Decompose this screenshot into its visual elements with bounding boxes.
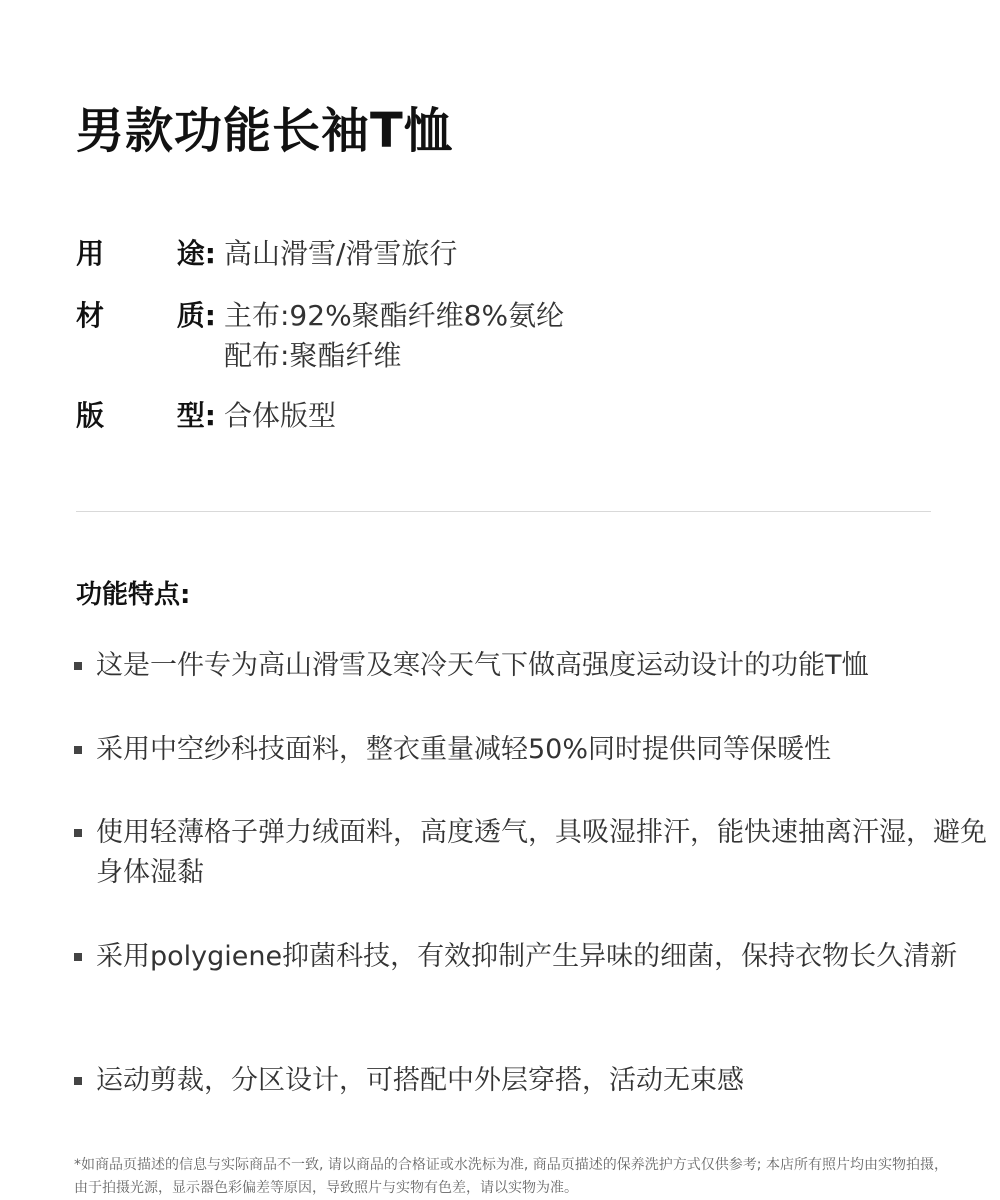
feature-text: 采用中空纱科技面料，整衣重量减轻50%同时提供同等保暖性 <box>96 734 832 765</box>
page-title: 男款功能长袖T恤 <box>76 103 453 159</box>
feature-text: 这是一件专为高山滑雪及寒冷天气下做高强度运动设计的功能T恤 <box>96 650 869 681</box>
spec-key-char: 材 <box>76 299 105 332</box>
spec-material-secondary: 配布:聚酯纤维 <box>224 339 402 372</box>
feature-item <box>74 813 994 893</box>
spec-value-fit: 合体版型 <box>224 399 337 432</box>
spec-key-char: 质: <box>176 299 216 332</box>
bullet-icon <box>74 662 82 670</box>
feature-item <box>74 646 994 686</box>
spec-row-material <box>76 296 564 376</box>
spec-value-material <box>224 296 564 376</box>
spec-key-char: 版 <box>76 399 105 432</box>
spec-value-usage: 高山滑雪/滑雪旅行 <box>224 237 458 270</box>
spec-key-char: 途: <box>176 237 216 270</box>
bullet-icon <box>74 746 82 754</box>
spec-key-char: 用 <box>76 237 105 270</box>
bullet-icon <box>74 1077 82 1085</box>
feature-text: 使用轻薄格子弹力绒面料，高度透气，具吸湿排汗，能快速抽离汗湿，避免身体湿黏 <box>96 817 987 888</box>
spec-key-material <box>76 296 224 376</box>
spec-row-usage <box>76 234 457 274</box>
bullet-icon <box>74 953 82 961</box>
spec-key-usage <box>76 234 224 274</box>
bullet-icon <box>74 829 82 837</box>
section-divider <box>76 511 931 512</box>
spec-material-main: 主布:92%聚酯纤维8%氨纶 <box>224 299 565 332</box>
spec-key-fit <box>76 396 224 436</box>
disclaimer-footnote: *如商品页描述的信息与实际商品不一致, 请以商品的合格证或水洗标为准, 商品页描述的保养洗护方式仅供参考; 本店所有照片均由实物拍摄，由于拍摄光源，显示器色彩偏差等原因，导致照片与实物有色差，请以实物为准。 <box>74 1157 948 1196</box>
spec-row-fit <box>76 396 336 436</box>
feature-item <box>74 730 994 770</box>
features-heading: 功能特点: <box>76 580 191 610</box>
spec-key-char: 型: <box>176 399 216 432</box>
feature-text: 采用polygiene抑菌科技，有效抑制产生异味的细菌，保持衣物长久清新 <box>96 941 958 972</box>
feature-text: 运动剪裁，分区设计，可搭配中外层穿搭，活动无束感 <box>96 1065 744 1096</box>
feature-item <box>74 937 994 977</box>
feature-item <box>74 1061 994 1101</box>
